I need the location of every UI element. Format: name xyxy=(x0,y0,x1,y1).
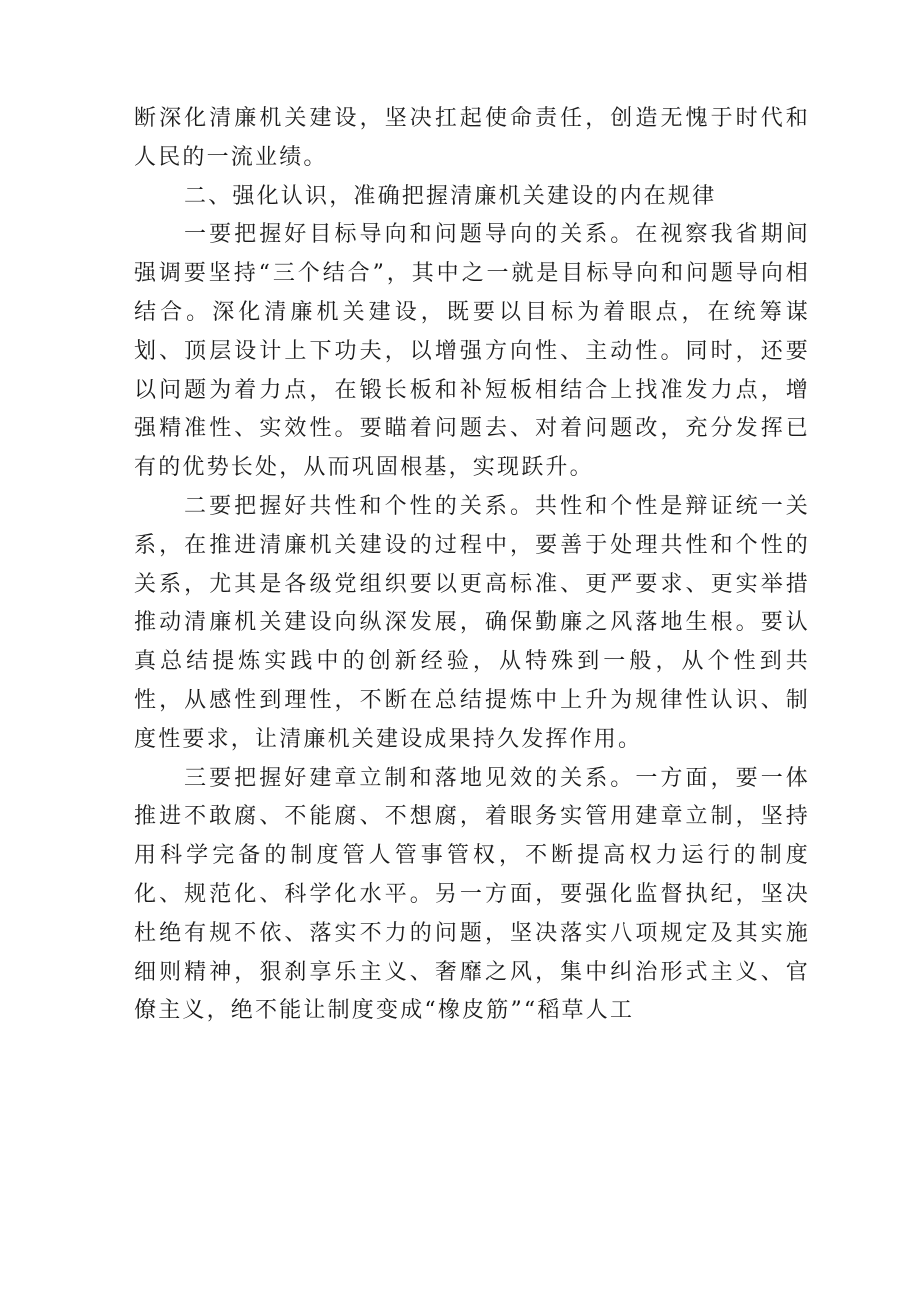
paragraph-goal-problem: 一要把握好目标导向和问题导向的关系。在视察我省期间强调要坚持“三个结合”，其中之一就是目标导向和问题导向相结合。深化清廉机关建设，既要以目标为着眼点，在统筹谋划、顶层设计上下功夫，以增强方向性、主动性。同时，还要以问题为着力点，在锻长板和补短板相结合上找准发力点，增强精准性、实效性。要瞄着问题去、对着问题改，充分发挥已有的优势长处，从而巩固根基，实现跃升。 xyxy=(134,222,810,481)
section-heading: 二、强化认识，准确把握清廉机关建设的内在规律 xyxy=(184,183,717,209)
paragraph-rules-implementation: 三要把握好建章立制和落地见效的关系。一方面，要一体推进不敢腐、不能腐、不想腐，着眼务实管用建章立制，坚持用科学完备的制度管人管事管权，不断提高权力运行的制度化、规范化、科学化水平。另一方面，要强化监督执纪，坚决杜绝有规不依、落实不力的问题，坚决落实八项规定及其实施细则精神，狠刹享乐主义、奢靡之风，集中纠治形式主义、官僚主义，绝不能让制度变成“橡皮筋”“稻草人工 xyxy=(134,765,810,1024)
paragraph-continuation: 断深化清廉机关建设，坚决扛起使命责任，创造无愧于时代和人民的一流业绩。 xyxy=(134,106,810,170)
paragraph-common-individual: 二要把握好共性和个性的关系。共性和个性是辩证统一关系，在推进清廉机关建设的过程中，要善于处理共性和个性的关系，尤其是各级党组织要以更高标准、更严要求、更实举措推动清廉机关建设向纵深发展，确保勤廉之风落地生根。要认真总结提炼实践中的创新经验，从特殊到一般，从个性到共性，从感性到理性，不断在总结提炼中上升为规律性认识、制度性要求，让清廉机关建设成果持久发挥作用。 xyxy=(134,493,810,752)
